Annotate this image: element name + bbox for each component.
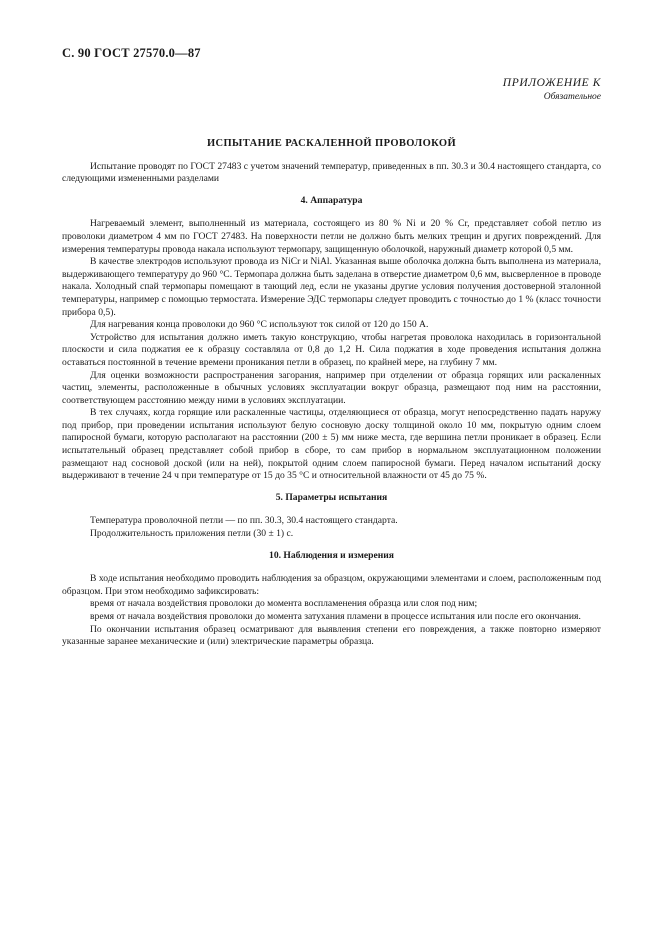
section-5-paragraph: Продолжительность приложения петли (30 ± 1) с. xyxy=(90,528,294,540)
document-body xyxy=(62,138,601,649)
section-4-paragraph: Нагреваемый элемент, выполненный из материала, состоящего из 80 % Ni и 20 % Cr, представляет собой петлю из проволоки диаметром 4 мм по ГОСТ 27483. На поверхности петли не должно быть мелких трещин и других повреждений. Для измерения температуры провода накала используют термопару, защищенную оболочкой, наружный диаметр которой 0,5 мм. xyxy=(62,218,601,255)
section-4-paragraph: В тех случаях, когда горящие или раскаленные частицы, отделяющиеся от образца, могут непосредственно падать наружу под прибор, при проведении испытания используют белую сосновую доску толщиной около 10 мм, покрытую одним слоем папиросной бумаги, которую располагают на расстоянии (200 ± 5) мм ниже места, где вершина петли проникает в образец. Если испытательный образец представляет собой прибор в сборе, то сам прибор в нормальном эксплуатационном положении размещают над сосновой доской (или на ней), покрытой одним слоем папиросной бумаги. Перед началом испытаний доску выдерживают в течение 24 ч при температуре от 15 до 35 °С и относительной влажности от 45 до 75 %. xyxy=(62,407,601,482)
page-title: ИСПЫТАНИЕ РАСКАЛЕННОЙ ПРОВОЛОКОЙ xyxy=(206,138,457,149)
appendix-title: ПРИЛОЖЕНИЕ К xyxy=(502,77,601,89)
section-10-paragraph: время от начала воздействия проволоки до момента воспламенения образца или слоя под ним; xyxy=(90,598,478,610)
section-5-paragraph: Температура проволочной петли — по пп. 30.3, 30.4 настоящего стандарта. xyxy=(90,515,398,527)
section-4-paragraph: Для оценки возможности распространения загорания, например при отделении от образца горящих или раскаленных частиц, элементы, расположенные в обычных условиях эксплуатации вокруг образца, размещают под ним на расстоянии, соответствующем расстоянию между ними в условиях эксплуатации. xyxy=(62,369,601,406)
section-4-paragraph: Устройство для испытания должно иметь такую конструкцию, чтобы нагретая проволока находилась в горизонтальной плоскости и сила поджатия ее к образцу составляла от 0,8 до 1,2 Н. Сила поджатия в ходе проведения испытания должна оставаться постоянной в течение времени проникания петли в образец, по крайней мере, на глубину 7 мм. xyxy=(62,331,601,368)
appendix-label xyxy=(503,76,601,104)
section-4-heading: 4. Аппаратура xyxy=(300,194,363,206)
section-10-paragraph: время от начала воздействия проволоки до момента затухания пламени в процессе испытания или после его окончания. xyxy=(90,611,581,622)
section-10-paragraph: В ходе испытания необходимо проводить наблюдения за образцом, окружающими элементами и слоем, расположенным под образцом. При этом необходимо зафиксировать: xyxy=(62,573,601,597)
section-10-paragraph: По окончании испытания образец осматривают для выявления степени его повреждения, а также повторно измеряют указанные заранее механические и (или) электрические параметры образца. xyxy=(62,623,601,648)
appendix-status: Обязательное xyxy=(543,92,601,102)
section-10-heading: 10. Наблюдения и измерения xyxy=(269,549,394,561)
page-header: С. 90 ГОСТ 27570.0—87 xyxy=(62,46,201,60)
section-4-paragraph: В качестве электродов используют провода из NiCr и NiAl. Указанная выше оболочка должна быть выполнена из материала, выдерживающего температуру до 960 °С. Термопара должна быть заделана в отверстие диаметром 0,6 мм, высверленное в проводе накала. Холодный спай термопары помещают в тающий лед, если не указаны другие условия получения достоверной эталонной температуры, например с помощью термостата. Измерение ЭДС термопары следует проводить с точностью до 1 % (класс точности прибора 0,5). xyxy=(62,256,601,318)
section-4-paragraph: Для нагревания конца проволоки до 960 °С используют ток силой от 120 до 150 А. xyxy=(90,319,429,331)
section-5-heading: 5. Параметры испытания xyxy=(275,491,388,503)
intro-paragraph: Испытание проводят по ГОСТ 27483 с учетом значений температур, приведенных в пп. 30.3 и 30.4 настоящего стандарта, со следующими измененными разделами xyxy=(62,160,601,185)
